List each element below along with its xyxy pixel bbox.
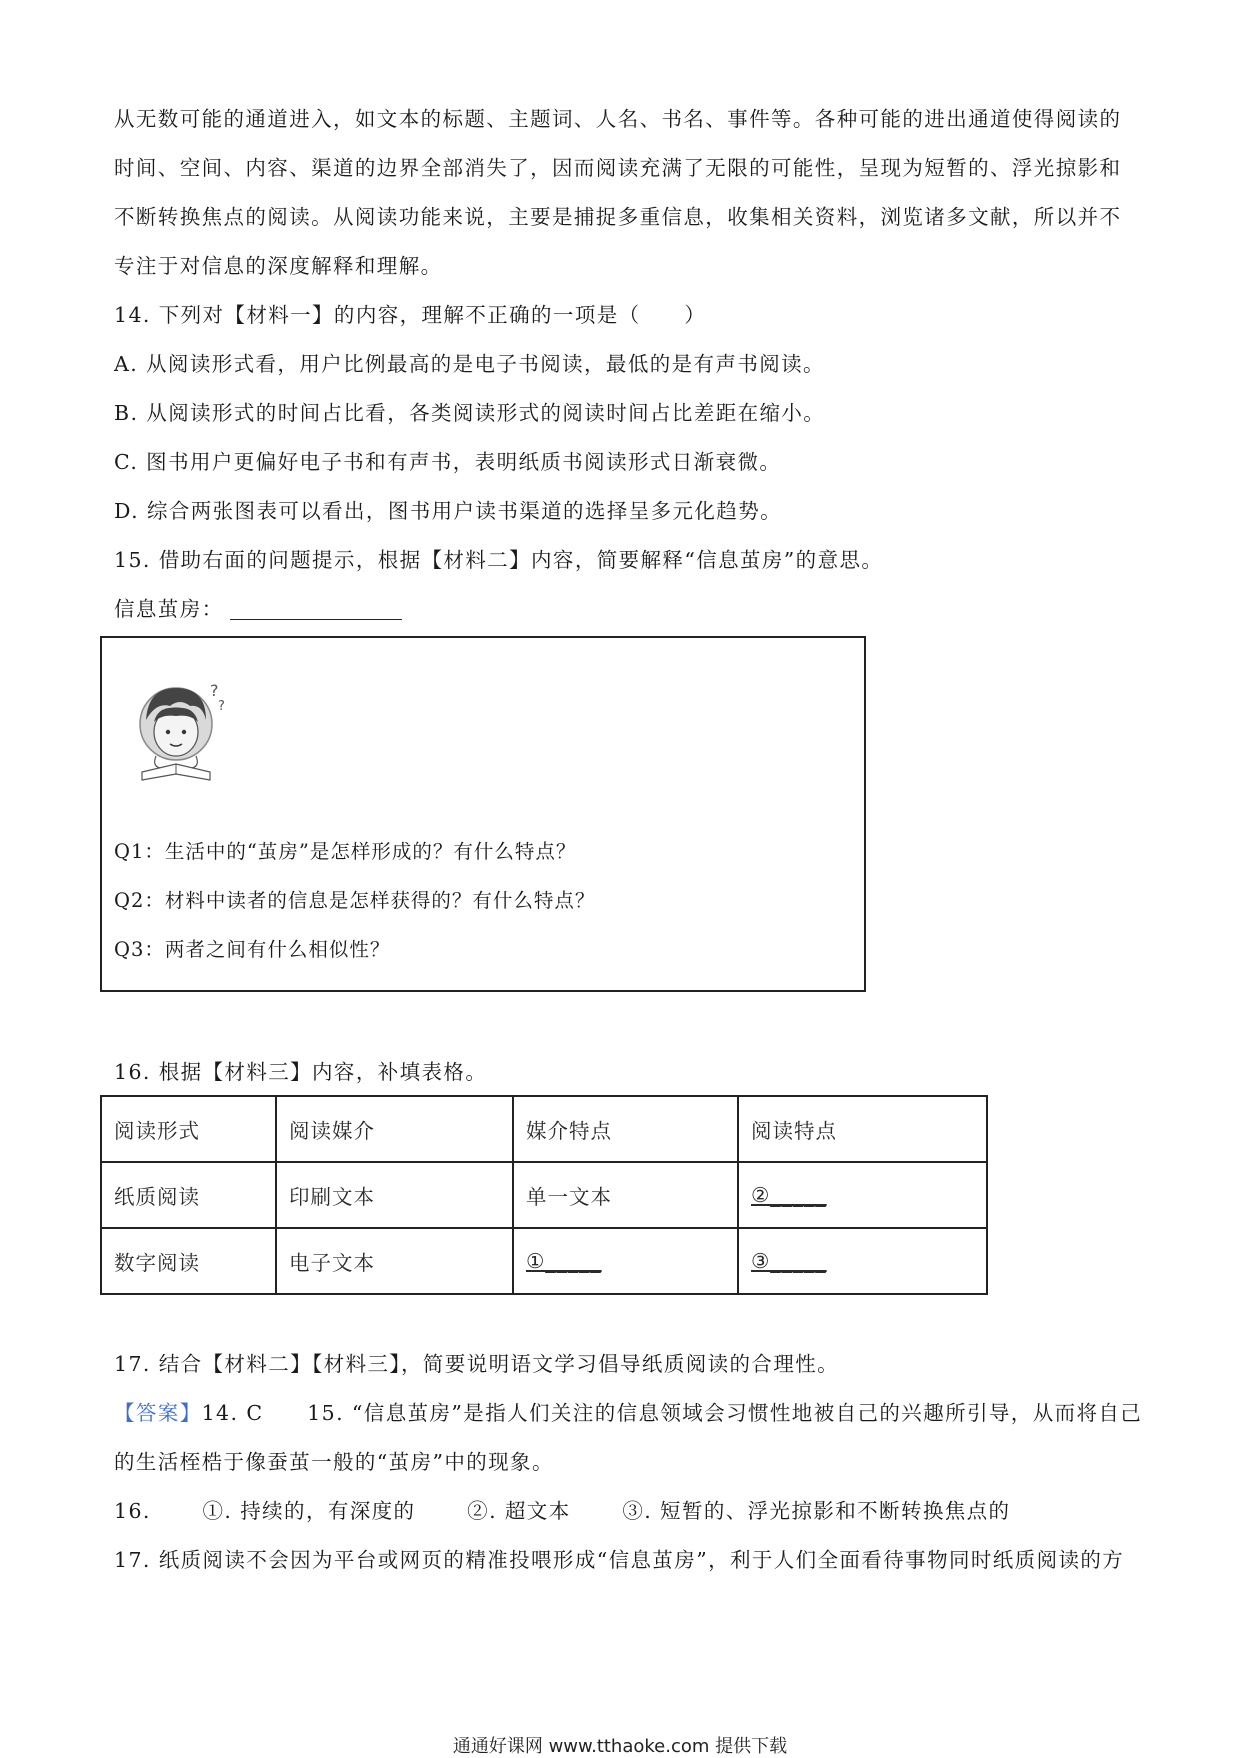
svg-text:?: ? (210, 681, 219, 700)
answer-blank (230, 597, 402, 620)
question-14-stem: 14. 下列对【材料一】的内容，理解不正确的一项是（ ） (114, 303, 707, 327)
passage-line: 专注于对信息的深度解释和理解。 (114, 254, 443, 278)
table-header-cell: 阅读媒介 (276, 1096, 513, 1162)
table-header-cell: 媒介特点 (513, 1096, 738, 1162)
answer-line-3: 16. ①. 持续的，有深度的 ②. 超文本 ③. 短暂的、浮光掠影和不断转换焦点的 (114, 1499, 1011, 1523)
passage-line: 不断转换焦点的阅读。从阅读功能来说，主要是捕捉多重信息，收集相关资料，浏览诸多文献，所以并不 (114, 205, 1122, 229)
table-header-row (101, 1096, 987, 1162)
table-row (101, 1228, 987, 1294)
table-cell: 印刷文本 (276, 1162, 513, 1228)
table-header-cell: 阅读特点 (738, 1096, 987, 1162)
table-blank-cell: ②_____ (738, 1162, 987, 1228)
hint-q1: Q1：生活中的“茧房”是怎样形成的？有什么特点？ (114, 840, 577, 863)
thinking-student-icon (132, 676, 228, 786)
footer-credit: 通通好课网 www.tthaoke.com 提供下载 (452, 1736, 788, 1757)
table-blank-cell: ③_____ (738, 1228, 987, 1294)
question-16-stem: 16. 根据【材料三】内容，补填表格。 (114, 1060, 488, 1084)
table-cell: 纸质阅读 (101, 1162, 276, 1228)
svg-text:?: ? (218, 699, 225, 714)
question-15-stem: 15. 借助右面的问题提示，根据【材料二】内容，简要解释“信息茧房”的意思。 (114, 548, 884, 572)
table-cell: 单一文本 (513, 1162, 738, 1228)
answer-line-1 (114, 1398, 1143, 1428)
table-header-cell: 阅读形式 (101, 1096, 276, 1162)
answer-text: 14. C 15. “信息茧房”是指人们关注的信息领域会习惯性地被自己的兴趣所引导，从而将自己 (201, 1401, 1143, 1425)
question-14-option-d: D. 综合两张图表可以看出，图书用户读书渠道的选择呈多元化趋势。 (114, 499, 783, 523)
table-cell: 数字阅读 (101, 1228, 276, 1294)
hint-box (100, 636, 866, 992)
answer-label: 【答案】 (114, 1401, 202, 1425)
answer-line-4: 17. 纸质阅读不会因为平台或网页的精准投喂形成“信息茧房”，利于人们全面看待事物同时纸质阅读的方 (114, 1548, 1125, 1572)
question-15-fill (114, 594, 1134, 624)
passage-line: 时间、空间、内容、渠道的边界全部消失了，因而阅读充满了无限的可能性，呈现为短暂的、浮光掠影和 (114, 156, 1122, 180)
question-14-option-c: C. 图书用户更偏好电子书和有声书，表明纸质书阅读形式日渐衰微。 (114, 450, 782, 474)
passage-line: 从无数可能的通道进入，如文本的标题、主题词、人名、书名、事件等。各种可能的进出通道使得阅读的 (114, 107, 1122, 131)
answer-line-2: 的生活桎梏于像蚕茧一般的“茧房”中的现象。 (114, 1450, 554, 1474)
fill-in-table (100, 1095, 988, 1295)
table-blank-cell: ①_____ (513, 1228, 738, 1294)
fill-label: 信息茧房： (114, 597, 224, 621)
table-cell: 电子文本 (276, 1228, 513, 1294)
question-14-option-b: B. 从阅读形式的时间占比看，各类阅读形式的阅读时间占比差距在缩小。 (114, 401, 826, 425)
hint-q2: Q2：材料中读者的信息是怎样获得的？有什么特点？ (114, 889, 596, 912)
hint-q3: Q3：两者之间有什么相似性？ (114, 938, 391, 961)
table-row (101, 1162, 987, 1228)
question-17-stem: 17. 结合【材料二】【材料三】，简要说明语文学习倡导纸质阅读的合理性。 (114, 1352, 840, 1376)
question-14-option-a: A. 从阅读形式看，用户比例最高的是电子书阅读，最低的是有声书阅读。 (114, 352, 825, 376)
